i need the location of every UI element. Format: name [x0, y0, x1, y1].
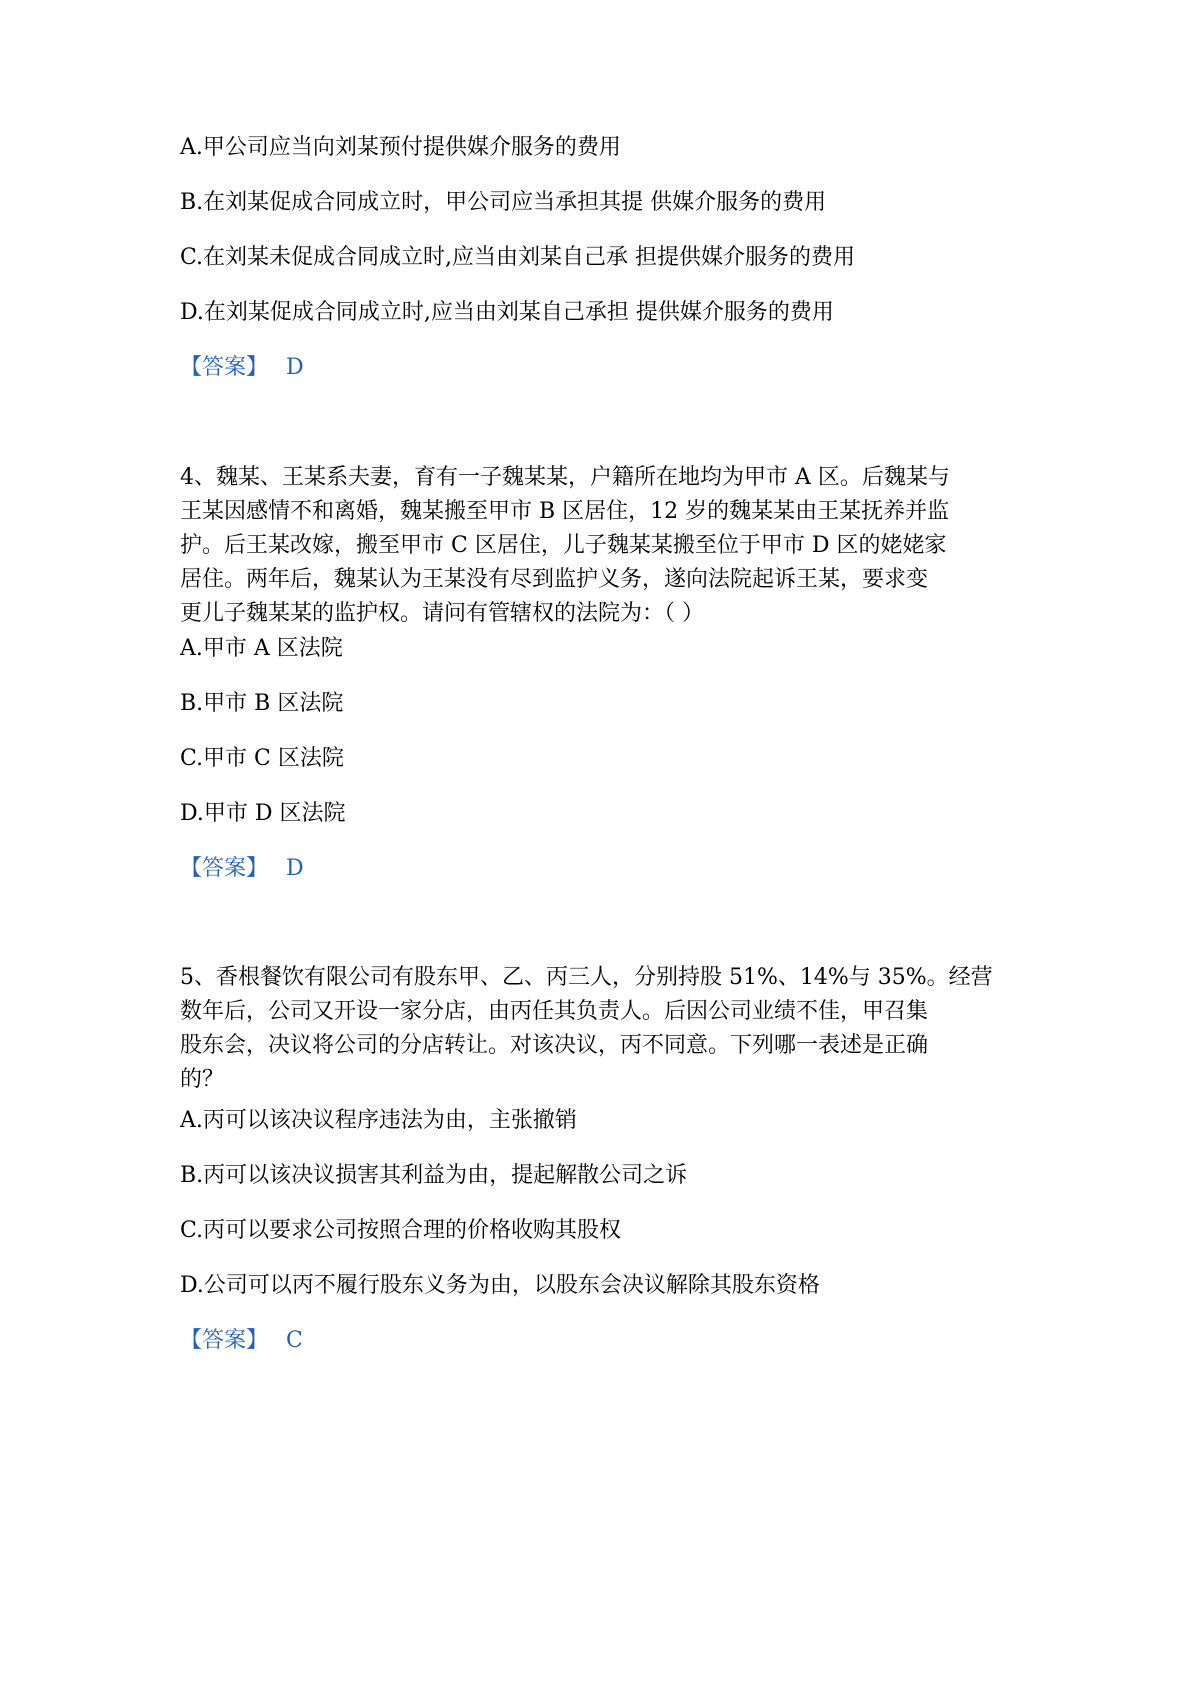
q5-option-a: A.丙可以该决议程序违法为由，主张撤销 [180, 1108, 577, 1133]
q5-answer-label: 【答案】 [180, 1328, 269, 1353]
q4-answer-label: 【答案】 [180, 856, 269, 881]
q5-stem-line: 数年后，公司又开设一家分店，由丙任其负责人。后因公司业绩不佳，甲召集 [180, 999, 929, 1024]
q5-option-b: B.丙可以该决议损害其利益为由，提起解散公司之诉 [180, 1163, 688, 1188]
q3-option-b: B.在刘某促成合同成立时，甲公司应当承担其提 供媒介服务的费用 [180, 190, 827, 215]
q4-answer-value: D [286, 856, 304, 881]
q4-option-b: B.甲市 B 区法院 [180, 691, 344, 716]
q3-answer-label: 【答案】 [180, 355, 269, 380]
q3-answer-value: D [286, 355, 304, 380]
q5-answer-value: C [286, 1328, 303, 1353]
q4-answer [180, 854, 304, 884]
q4-stem-line: 4、魏某、王某系夫妻，育有一子魏某某，户籍所在地均为甲市 A 区。后魏某与 [180, 465, 950, 490]
q4-option-d: D.甲市 D 区法院 [180, 801, 346, 826]
q4-stem-line: 护。后王某改嫁，搬至甲市 C 区居住，儿子魏某某搬至位于甲市 D 区的姥姥家 [180, 533, 947, 558]
q5-option-d: D.公司可以丙不履行股东义务为由，以股东会决议解除其股东资格 [180, 1273, 820, 1298]
q3-option-a: A.甲公司应当向刘某预付提供媒介服务的费用 [180, 135, 621, 160]
q3-option-c: C.在刘某未促成合同成立时,应当由刘某自己承 担提供媒介服务的费用 [180, 245, 856, 270]
q5-answer [180, 1326, 303, 1356]
q4-option-a: A.甲市 A 区法院 [180, 636, 343, 661]
q5-stem-line: 股东会，决议将公司的分店转让。对该决议，丙不同意。下列哪一表述是正确 [180, 1033, 929, 1058]
q3-option-d: D.在刘某促成合同成立时,应当由刘某自己承担 提供媒介服务的费用 [180, 300, 834, 325]
q4-option-c: C.甲市 C 区法院 [180, 746, 344, 771]
q4-stem [180, 461, 1010, 631]
q4-stem-line: 王某因感情不和离婚，魏某搬至甲市 B 区居住，12 岁的魏某某由王某抚养并监 [180, 499, 950, 524]
q5-stem-line: 5、香根餐饮有限公司有股东甲、乙、丙三人，分别持股 51%、14%与 35%。经营 [180, 965, 993, 990]
q3-answer [180, 353, 304, 383]
q5-option-c: C.丙可以要求公司按照合理的价格收购其股权 [180, 1218, 622, 1243]
q5-stem-line: 的？ [180, 1067, 225, 1092]
q4-stem-line: 更儿子魏某某的监护权。请问有管辖权的法院为：（ ） [180, 601, 704, 626]
q4-stem-line: 居住。两年后，魏某认为王某没有尽到监护义务，遂向法院起诉王某，要求变 [180, 567, 929, 592]
q5-stem [180, 961, 1010, 1097]
